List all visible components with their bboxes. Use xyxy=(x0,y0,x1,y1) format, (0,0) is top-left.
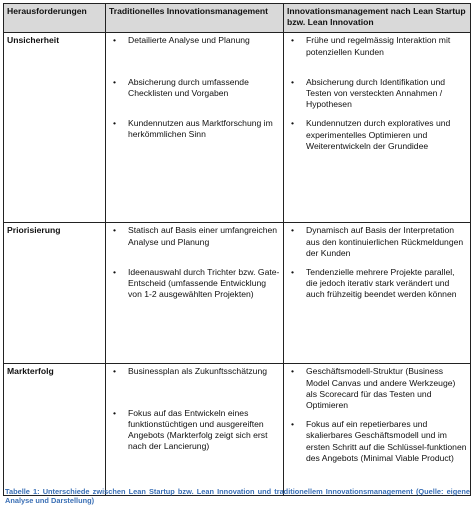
bullet-icon: • xyxy=(291,118,295,129)
table-row xyxy=(4,364,471,496)
list-item-text: Fokus auf ein repetierbares und skalierbares Geschäftsmodell und im ersten Schritt auf die Schlüssel-funktionen des Angebots (Minimal Viable Product) xyxy=(306,419,467,463)
bullet-icon: • xyxy=(113,266,117,277)
list-item xyxy=(109,118,280,140)
list-item-text: Ideenauswahl durch Trichter bzw. Gate-Entscheid (umfassende Entwicklung von 1-2 ausgewählten Projekten) xyxy=(128,266,280,300)
list-item xyxy=(287,77,467,111)
bullet-icon: • xyxy=(113,35,117,46)
list-item-text: Absicherung durch umfassende Checklisten und Vorgaben xyxy=(128,76,249,98)
header-lean: Innovationsmanagement nach Lean Startup bzw. Lean Innovation xyxy=(284,4,471,33)
lean-cell xyxy=(284,223,471,364)
bullet-icon: • xyxy=(291,366,295,377)
row-label: Priorisierung xyxy=(4,223,106,364)
list-item-text: Fokus auf das Entwickeln eines funktionstüchtigen und ausgereiften Angebots (Markterfolg zeigt sich erst nach der Lancierung) xyxy=(128,407,268,452)
row-label: Unsicherheit xyxy=(4,33,106,223)
bullet-icon: • xyxy=(113,225,117,236)
list-item-text: Tendenzielle mehrere Projekte parallel, die jedoch iterativ stark verändert und auch frühzeitig beendet werden können xyxy=(306,267,457,300)
table-caption: Tabelle 1: Unterschiede zwischen Lean Startup bzw. Lean Innovation und traditionellem Innovationsmanagement (Quelle: eigene Analyse und Darstellung) xyxy=(5,487,470,505)
list-item xyxy=(287,225,467,259)
list-item xyxy=(287,35,467,57)
list-item-text: Dynamisch auf Basis der Interpretation aus den kontinuierlichen Rückmeldungen der Kunden xyxy=(306,225,464,258)
bullet-icon: • xyxy=(113,118,117,129)
list-item xyxy=(287,267,467,301)
list-item-text: Detailierte Analyse und Planung xyxy=(128,35,250,46)
header-challenges: Herausforderungen xyxy=(4,4,106,33)
bullet-icon: • xyxy=(291,225,295,236)
bullet-icon: • xyxy=(291,76,295,87)
list-item xyxy=(109,225,280,247)
list-item xyxy=(109,267,280,301)
row-label: Markterfolg xyxy=(4,364,106,496)
lean-cell xyxy=(284,33,471,223)
list-item xyxy=(109,366,280,377)
bullet-icon: • xyxy=(113,76,117,87)
list-item xyxy=(109,408,280,453)
list-item-text: Absicherung durch Identifikation und Testen von versteckten Annahmen / Hypothesen xyxy=(306,76,446,110)
list-item xyxy=(287,419,467,464)
bullet-icon: • xyxy=(291,267,295,278)
list-item-text: Businessplan als Zukunftsschätzung xyxy=(128,366,268,377)
list-item-text: Kundennutzen durch exploratives und experimentelles Optimieren und Weiterentwickeln der Grundidee xyxy=(306,118,451,151)
comparison-table xyxy=(3,3,471,496)
list-item xyxy=(109,77,280,99)
bullet-icon: • xyxy=(113,366,117,377)
list-item-text: Geschäftsmodell-Struktur (Business Model Canvas und andere Werkzeuge) als Scorecard für das Testen und Optimieren xyxy=(306,366,456,411)
table-row xyxy=(4,223,471,364)
traditional-cell xyxy=(106,33,284,223)
bullet-icon: • xyxy=(113,407,117,418)
table-row xyxy=(4,33,471,223)
list-item-text: Kundennutzen aus Marktforschung im herkömmlichen Sinn xyxy=(128,118,273,140)
header-traditional: Traditionelles Innovationsmanagement xyxy=(106,4,284,33)
list-item xyxy=(109,35,280,46)
traditional-cell xyxy=(106,364,284,496)
list-item-text: Statisch auf Basis einer umfangreichen Analyse und Planung xyxy=(128,225,278,247)
lean-cell xyxy=(284,364,471,496)
traditional-cell xyxy=(106,223,284,364)
bullet-icon: • xyxy=(291,419,295,430)
list-item-text: Frühe und regelmässig Interaktion mit potenziellen Kunden xyxy=(306,35,451,57)
table-header-row xyxy=(4,4,471,33)
list-item xyxy=(287,118,467,152)
bullet-icon: • xyxy=(291,35,295,46)
list-item xyxy=(287,366,467,411)
